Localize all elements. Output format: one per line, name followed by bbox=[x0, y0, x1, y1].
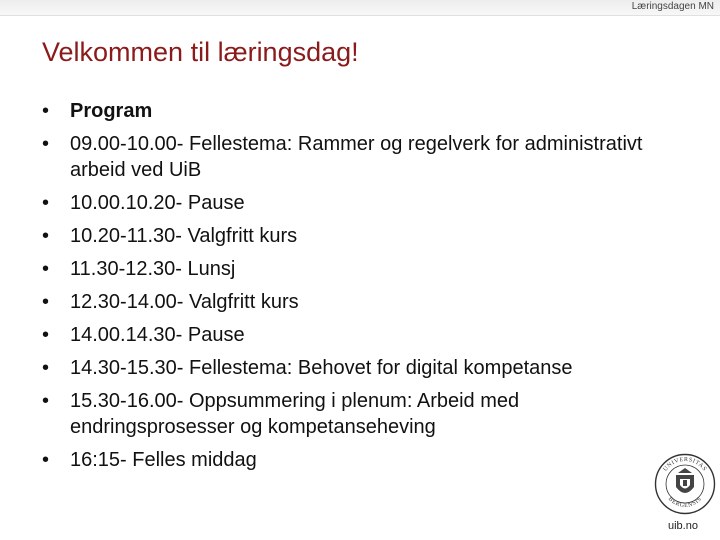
header-bar bbox=[0, 0, 720, 16]
list-item bbox=[42, 131, 682, 183]
list-item bbox=[42, 256, 682, 282]
list-item bbox=[42, 98, 682, 124]
svg-text:BERGENSIS: BERGENSIS bbox=[666, 496, 704, 510]
list-item-text: 11.30-12.30- Lunsj bbox=[70, 258, 236, 280]
svg-text:UNIVERSITAS: UNIVERSITAS bbox=[662, 456, 708, 473]
list-item-text: Program bbox=[70, 100, 153, 122]
list-item bbox=[42, 190, 682, 216]
footer-link[interactable]: uib.no bbox=[668, 520, 698, 532]
university-seal-icon bbox=[654, 453, 716, 515]
list-item-text: 15.30-16.00- Oppsummering i plenum: Arbeid med endringsprosesser og kompetanseheving bbox=[70, 390, 520, 438]
list-item bbox=[42, 355, 682, 381]
list-item-text: 10.20-11.30- Valgfritt kurs bbox=[70, 225, 298, 247]
list-item bbox=[42, 223, 682, 249]
list-item-text: 14.30-15.30- Fellestema: Behovet for digital kompetanse bbox=[70, 357, 573, 379]
list-item-text: 12.30-14.00- Valgfritt kurs bbox=[70, 291, 299, 313]
list-item bbox=[42, 289, 682, 315]
list-item bbox=[42, 388, 682, 440]
list-item-text: 09.00-10.00- Fellestema: Rammer og regelverk for administrativt arbeid ved UiB bbox=[70, 133, 643, 181]
slide-title: Velkommen til læringsdag! bbox=[42, 37, 359, 67]
header-text: Læringsdagen MN bbox=[631, 1, 714, 12]
list-item-text: 10.00.10.20- Pause bbox=[70, 192, 245, 214]
list-item bbox=[42, 322, 682, 348]
list-item-text: 14.00.14.30- Pause bbox=[70, 324, 245, 346]
list-item-text: 16:15- Felles middag bbox=[70, 449, 257, 471]
program-list bbox=[42, 98, 682, 480]
list-item bbox=[42, 447, 682, 473]
